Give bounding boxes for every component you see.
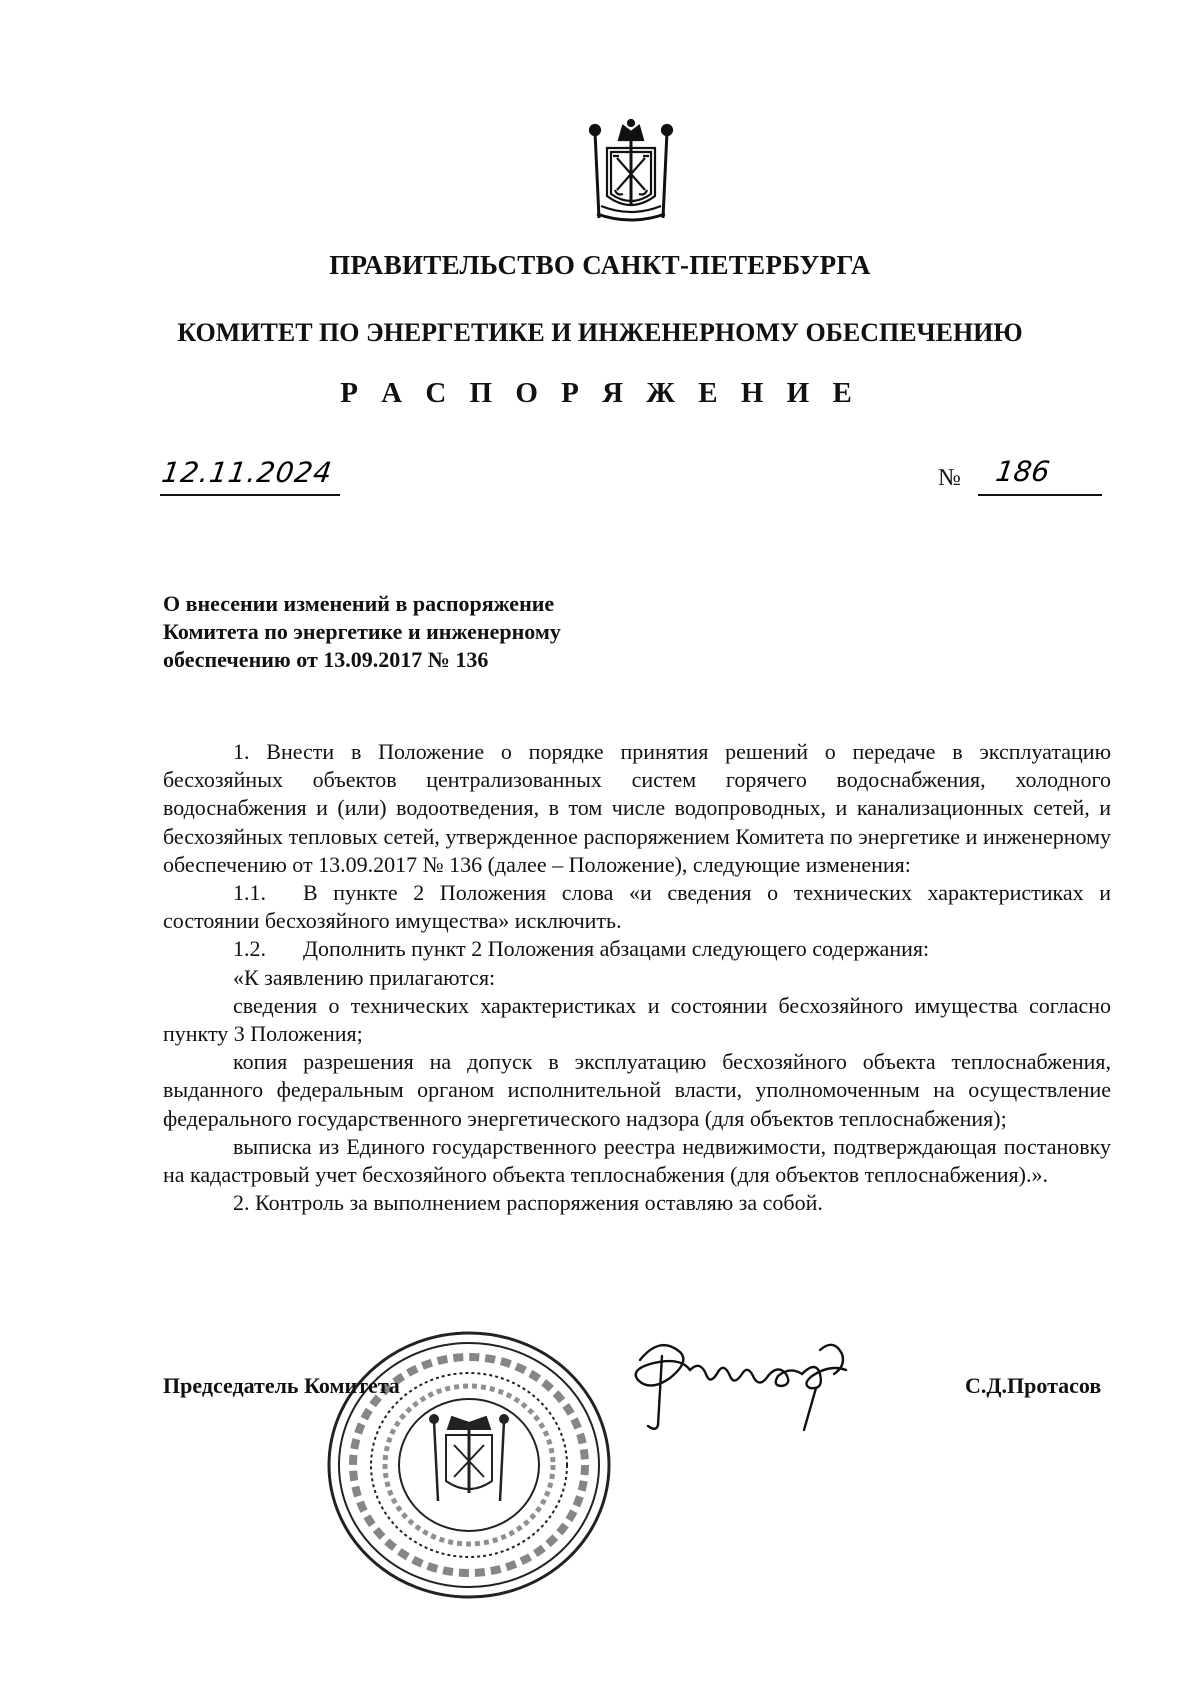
paragraph-1-2-text: Дополнить пункт 2 Положения абзацами следующего содержания:: [303, 936, 930, 962]
quote-line-3: копия разрешения на допуск в эксплуатацию бесхозяйного объекта теплоснабжения, выданного федеральным органом исполнительной власти, уполномоченным на осуществление федерального государственного энергетического надзора (для объектов теплоснабжения);: [163, 1049, 1111, 1131]
document-number: 186: [993, 455, 1052, 488]
quote-line-1: «К заявлению прилагаются:: [233, 964, 496, 990]
paragraph-1-2-number: 1.2.: [233, 936, 266, 962]
paragraph-1: 1. Внести в Положение о порядке принятия решений о передаче в эксплуатацию бесхозяйных объектов централизованных систем горячего водоснабжения, холодного водоснабжения и (или) водоотведения, в том числе водопроводных, и канализационных сетей, и бесхозяйных тепловых сетей, утвержденное распоряжением Комитета по энергетике и инженерному обеспечению от 13.09.2017 № 136 (далее – Положение), следующие изменения:: [163, 739, 1111, 877]
number-label: №: [938, 465, 961, 491]
quote-line-4: выписка из Единого государственного реестра недвижимости, подтверждающая постановку на кадастровый учет бесхозяйного объекта теплоснабжения (для объектов теплоснабжения).».: [163, 1133, 1111, 1188]
committee-heading: КОМИТЕТ ПО ЭНЕРГЕТИКЕ И ИНЖЕНЕРНОМУ ОБЕСПЕЧЕНИЮ: [177, 318, 1023, 347]
quote-line-2: сведения о технических характеристиках и состоянии бесхозяйного имущества согласно пункту 3 Положения;: [163, 992, 1111, 1047]
document-subject: [163, 590, 683, 674]
subject-line: О внесении изменений в распоряжение: [163, 591, 555, 616]
document-body: [163, 738, 1111, 1217]
paragraph-1-1-text: В пункте 2 Положения слова «и сведения о технических характеристиках и состоянии бесхозяйного имущества» исключить.: [163, 880, 1111, 934]
document-type-heading: Р А С П О Р Я Ж Е Н И Е: [340, 377, 860, 409]
paragraph-1-1: [163, 879, 1111, 935]
paragraph-1-1-number: 1.1.: [233, 880, 266, 906]
document-date: 12.11.2024: [159, 456, 335, 489]
official-seal-icon: [320, 1325, 618, 1605]
handwritten-signature-icon: [620, 1330, 880, 1440]
subject-line: обеспечению от 13.09.2017 № 136: [163, 647, 489, 672]
signatory-title: Председатель Комитета: [163, 1373, 400, 1398]
paragraph-1-2: [163, 935, 1111, 963]
st-petersburg-coat-of-arms-icon: [585, 118, 677, 228]
subject-line: Комитета по энергетике и инженерному: [163, 619, 561, 644]
paragraph-2: 2. Контроль за выполнением распоряжения оставляю за собой.: [233, 1190, 823, 1216]
signatory-name: С.Д.Протасов: [965, 1373, 1102, 1398]
government-heading: ПРАВИТЕЛЬСТВО САНКТ-ПЕТЕРБУРГА: [329, 250, 871, 280]
